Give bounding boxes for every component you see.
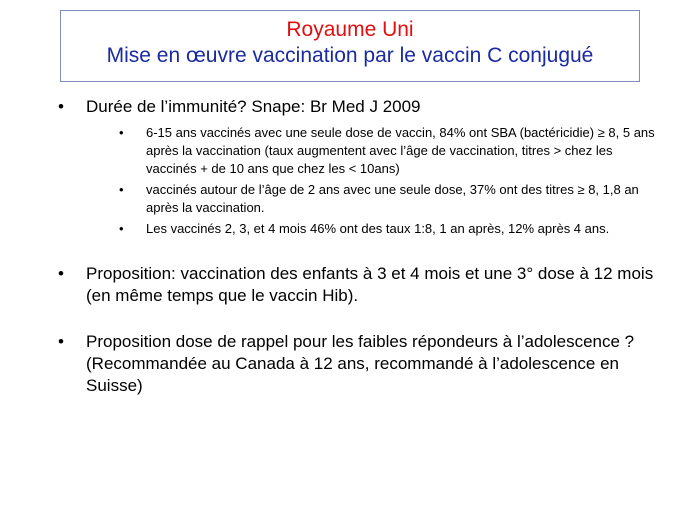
bullet-dot: • — [58, 264, 64, 283]
sub-bullet-dot: • — [119, 125, 124, 140]
bullet-proposition-rappel — [58, 331, 658, 397]
bullet-immunity-duration — [58, 96, 658, 238]
sub-bullet-text: Les vaccinés 2, 3, et 4 mois 46% ont des taux 1:8, 1 an après, 12% après 4 ans. — [146, 221, 610, 236]
bullet-text: Proposition: vaccination des enfants à 3 et 4 mois et une 3° dose à 12 mois (en même temps que le vaccin Hib). — [86, 264, 654, 305]
sub-bullet-list — [119, 124, 658, 238]
slide-subtitle: Mise en œuvre vaccination par le vaccin C conjugué — [106, 44, 594, 67]
bullet-text: Proposition dose de rappel pour les faibles répondeurs à l’adolescence ? (Recommandée au Canada à 12 ans, recommandé à l’adolescence en Suisse) — [86, 332, 635, 395]
slide-title: Royaume Uni — [286, 18, 414, 41]
bullet-text: Durée de l’immunité? Snape: Br Med J 2009 — [86, 97, 421, 116]
sub-bullet-dot: • — [119, 182, 124, 197]
sub-bullet-text: vaccinés autour de l’âge de 2 ans avec une seule dose, 37% ont des titres ≥ 8, 1,8 an après la vaccination. — [146, 182, 639, 215]
sub-bullet-6-15-ans — [119, 124, 658, 178]
sub-bullet-dot: • — [119, 221, 124, 236]
sub-bullet-text: 6-15 ans vaccinés avec une seule dose de vaccin, 84% ont SBA (bactéricidie) ≥ 8, 5 ans après la vaccination (taux augmentent avec l’âge de vaccination, titres > chez les vaccinés + de 10 ans que chez les < 10ans) — [146, 125, 655, 176]
bullet-dot: • — [58, 97, 64, 116]
sub-bullet-2-3-4-mois — [119, 220, 658, 238]
slide-content — [58, 96, 658, 397]
bullet-proposition-vaccination — [58, 263, 658, 307]
sub-bullet-2-ans — [119, 181, 658, 217]
bullet-dot: • — [58, 332, 64, 351]
slide-title-box — [60, 10, 640, 82]
